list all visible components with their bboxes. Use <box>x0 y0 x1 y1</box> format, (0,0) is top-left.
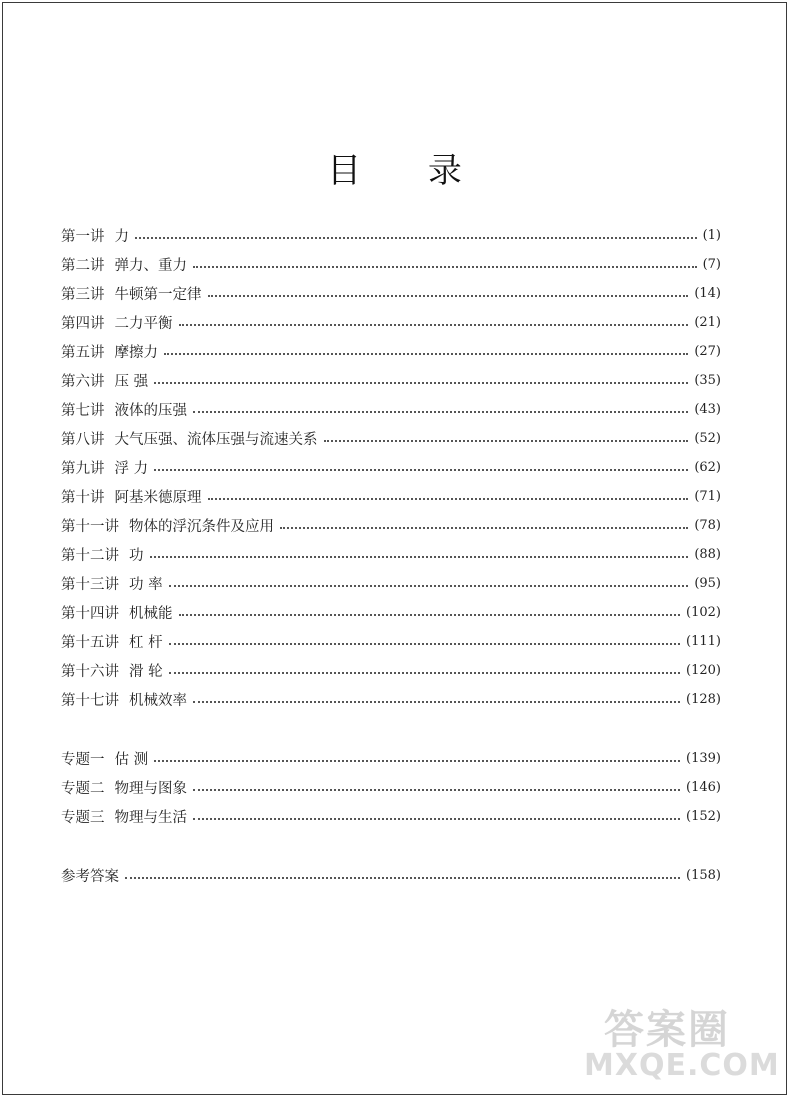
toc-entry-title: 物体的浮沉条件及应用 <box>129 518 274 535</box>
dot-leader <box>179 613 681 616</box>
toc-entry-title: 估 测 <box>114 751 149 768</box>
toc-entry-page: (120) <box>686 662 721 678</box>
dot-leader <box>169 584 689 587</box>
watermark-top-text: 答案圈 <box>604 1007 730 1053</box>
dot-leader <box>179 323 689 326</box>
dot-leader <box>125 876 680 879</box>
answers-page: (158) <box>686 867 721 883</box>
toc-entry-page: (71) <box>694 488 721 504</box>
toc-entry-number: 第一讲 <box>61 228 105 245</box>
toc-entry-number: 第八讲 <box>61 431 105 448</box>
toc-entry-number: 第十四讲 <box>61 605 119 622</box>
dot-leader <box>208 497 689 500</box>
toc-entry-number: 第十二讲 <box>61 547 119 564</box>
toc-entry <box>61 775 721 799</box>
toc-entry-page: (78) <box>694 517 721 533</box>
toc-entry <box>61 600 721 624</box>
toc-entry-page: (111) <box>686 633 721 649</box>
dot-leader <box>193 265 697 268</box>
toc-entry-title: 物理与生活 <box>114 809 187 826</box>
dot-leader <box>280 526 688 529</box>
toc-entry <box>61 281 721 305</box>
dot-leader <box>208 294 689 297</box>
toc-entry <box>61 484 721 508</box>
answers-label: 参考答案 <box>61 868 119 885</box>
dot-leader <box>135 236 697 239</box>
toc-entry-page: (62) <box>694 459 721 475</box>
toc-entry-number: 第三讲 <box>61 286 105 303</box>
toc-entry-page: (43) <box>694 401 721 417</box>
toc-entry <box>61 397 721 421</box>
dot-leader <box>169 671 680 674</box>
toc-entry-page: (146) <box>686 779 721 795</box>
dot-leader <box>164 352 688 355</box>
toc-entry <box>61 223 721 247</box>
toc-entry-number: 第十一讲 <box>61 518 119 535</box>
toc-entry-number: 专题一 <box>61 751 105 768</box>
toc-entry-title: 大气压强、流体压强与流速关系 <box>114 431 318 448</box>
toc-entry-title: 机械能 <box>129 605 173 622</box>
toc-entry <box>61 804 721 828</box>
dot-leader <box>193 700 680 703</box>
toc-entry-page: (14) <box>694 285 721 301</box>
toc-entry-number: 第七讲 <box>61 402 105 419</box>
toc-entry-title: 杠 杆 <box>129 634 163 651</box>
toc-entry <box>61 687 721 711</box>
toc-entry-title: 二力平衡 <box>114 315 173 332</box>
toc-entry-number: 第二讲 <box>61 257 105 274</box>
toc-entry-title: 压 强 <box>114 373 149 390</box>
toc-entry-number: 专题二 <box>61 780 105 797</box>
toc-entry-number: 第十三讲 <box>61 576 119 593</box>
toc-entry-page: (52) <box>694 430 721 446</box>
toc-entry-title: 液体的压强 <box>114 402 187 419</box>
dot-leader <box>154 381 688 384</box>
toc-entry <box>61 368 721 392</box>
dot-leader <box>169 642 680 645</box>
dot-leader <box>154 759 680 762</box>
toc-entry <box>61 513 721 537</box>
toc-entry-page: (128) <box>686 691 721 707</box>
toc-entry <box>61 455 721 479</box>
toc-entry-title: 滑 轮 <box>129 663 163 680</box>
toc-entry-number: 第十五讲 <box>61 634 119 651</box>
toc-entry <box>61 629 721 653</box>
toc-entry-page: (7) <box>702 256 721 272</box>
toc-entry-page: (27) <box>694 343 721 359</box>
dot-leader <box>324 439 689 442</box>
watermark-logo <box>584 998 780 1088</box>
toc-entry <box>61 339 721 363</box>
dot-leader <box>193 817 680 820</box>
toc-entry-number: 第十六讲 <box>61 663 119 680</box>
toc-entry-number: 专题三 <box>61 809 105 826</box>
toc-entry-page: (95) <box>694 575 721 591</box>
toc-entry-title: 牛顿第一定律 <box>114 286 202 303</box>
toc-entry-number: 第四讲 <box>61 315 105 332</box>
toc-entry <box>61 542 721 566</box>
toc-entry-number: 第九讲 <box>61 460 105 477</box>
toc-entry-title: 弹力、重力 <box>114 257 187 274</box>
toc-entry-title: 物理与图象 <box>114 780 187 797</box>
toc-entry-title: 力 <box>114 228 129 245</box>
toc-entry-page: (35) <box>694 372 721 388</box>
toc-entry-number: 第十讲 <box>61 489 105 506</box>
toc-entry-number: 第五讲 <box>61 344 105 361</box>
page-title: 目 录 <box>327 151 490 191</box>
toc-entry-page: (139) <box>686 750 721 766</box>
toc-entry-answers <box>61 863 721 887</box>
watermark-bottom-text: MXQE.COM <box>584 1048 780 1083</box>
toc-entry-title: 阿基米德原理 <box>114 489 202 506</box>
dot-leader <box>193 410 688 413</box>
toc-entry-number: 第十七讲 <box>61 692 119 709</box>
toc-entry-page: (88) <box>694 546 721 562</box>
toc-entry-page: (152) <box>686 808 721 824</box>
toc-entry-title: 功 <box>129 547 144 564</box>
toc-entry-title: 摩擦力 <box>114 344 158 361</box>
toc-entry-page: (102) <box>686 604 721 620</box>
toc-entry <box>61 658 721 682</box>
dot-leader <box>193 788 680 791</box>
toc-entry <box>61 252 721 276</box>
toc-entry-title: 功 率 <box>129 576 163 593</box>
document-page <box>2 2 787 1095</box>
dot-leader <box>154 468 688 471</box>
toc-entry <box>61 310 721 334</box>
toc-entry-page: (21) <box>694 314 721 330</box>
toc-entry <box>61 426 721 450</box>
dot-leader <box>150 555 689 558</box>
toc-entry-title: 机械效率 <box>129 692 187 709</box>
toc-entry-title: 浮 力 <box>114 460 149 477</box>
toc-entry-page: (1) <box>702 227 721 243</box>
toc-entry <box>61 746 721 770</box>
toc-entry-number: 第六讲 <box>61 373 105 390</box>
toc-entry <box>61 571 721 595</box>
